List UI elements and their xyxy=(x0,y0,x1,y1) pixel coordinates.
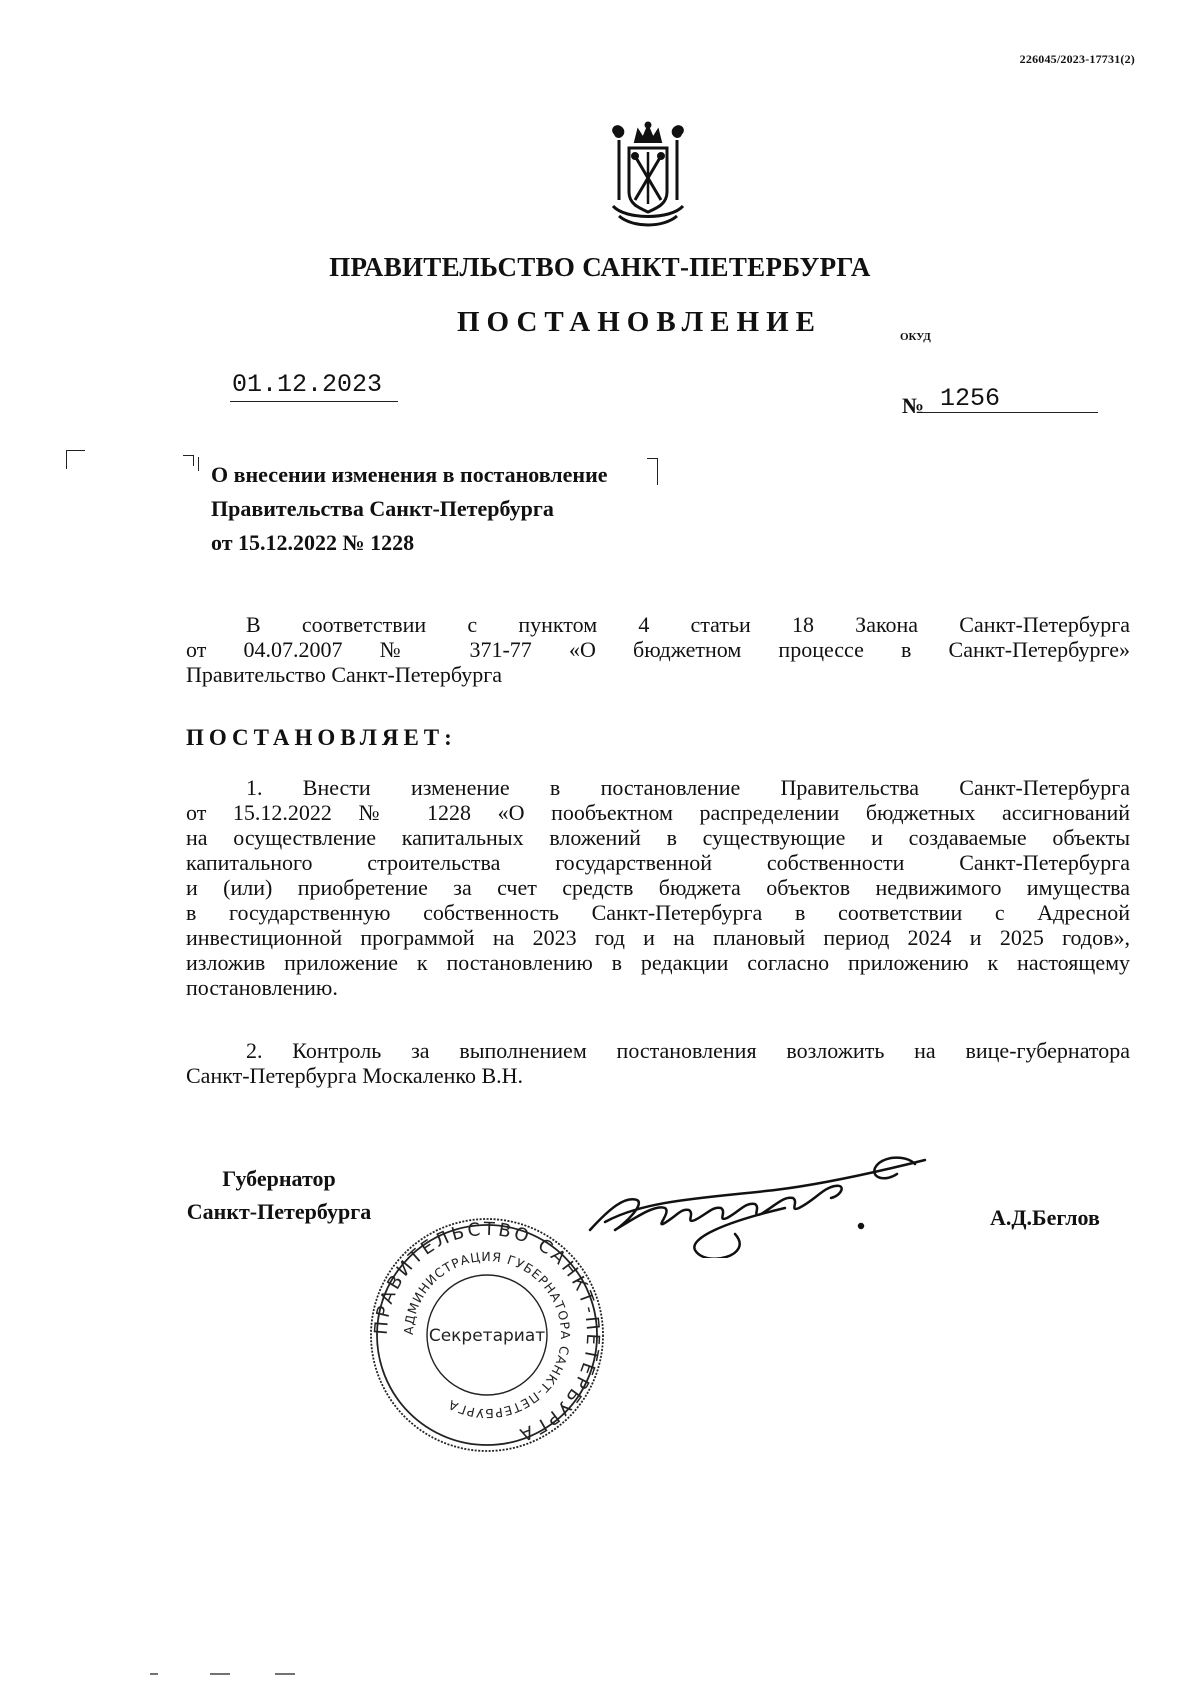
item-1-line: на осуществление капитальных вложений в существующие и создаваемые объекты xyxy=(186,825,1130,850)
item-1-line: от 15.12.2022 № 1228 «О пообъектном распределении бюджетных ассигнований xyxy=(186,800,1130,825)
document-date: 01.12.2023 xyxy=(232,370,383,399)
item-1-paragraph xyxy=(186,775,1130,1000)
stamp-inner-text: АДМИНИСТРАЦИЯ ГУБЕРНАТОРА САНКТ-ПЕТЕРБУРГА xyxy=(400,1248,574,1422)
item-1-line: 1. Внести изменение в постановление Правительства Санкт-Петербурга xyxy=(246,775,1130,800)
number-underline xyxy=(922,412,1098,413)
number-prefix: № xyxy=(902,393,925,418)
document-number: 1256 xyxy=(940,384,1001,413)
document-registration-number: 226045/2023-17731(2) xyxy=(1019,52,1135,66)
item-1-line: в государственную собственность Санкт-Петербурга в соответствии с Адресной xyxy=(186,900,1130,925)
footer-scan-marks xyxy=(150,1670,330,1678)
signatory-name: А.Д.Беглов xyxy=(990,1205,1100,1230)
item-1-line: изложив приложение к постановлению в редакции согласно приложению к настоящему xyxy=(186,950,1130,975)
item-1-line: и (или) приобретение за счет средств бюджета объектов недвижимого имущества xyxy=(186,875,1130,900)
corner-bracket-right xyxy=(647,458,658,485)
item-2-line: Санкт-Петербурга Москаленко В.Н. xyxy=(186,1063,524,1088)
handwritten-signature xyxy=(585,1138,930,1258)
okud-label: ОКУД xyxy=(900,331,931,343)
item-2-line: 2. Контроль за выполнением постановления возложить на вице-губернатора xyxy=(246,1038,1130,1063)
saint-petersburg-coat-of-arms-icon xyxy=(605,120,691,232)
item-1-line: капитального строительства государственной собственности Санкт-Петербурга xyxy=(186,850,1130,875)
stamp-center-text: Секретариат xyxy=(428,1326,546,1346)
corner-bracket-tick xyxy=(198,457,200,471)
corner-bracket-left xyxy=(66,450,85,469)
document-type-title: ПОСТАНОВЛЕНИЕ xyxy=(457,306,823,338)
subject-line-3: от 15.12.2022 № 1228 xyxy=(211,530,415,555)
item-2-paragraph xyxy=(186,1038,1130,1088)
signatory-position xyxy=(174,1162,384,1228)
preamble-paragraph xyxy=(186,612,1130,687)
date-underline xyxy=(230,401,398,402)
document-subject xyxy=(211,458,608,560)
official-stamp xyxy=(367,1215,607,1455)
preamble-line-1: В соответствии с пунктом 4 статьи 18 Закона Санкт-Петербурга xyxy=(246,612,1130,637)
preamble-line-3: Правительство Санкт-Петербурга xyxy=(186,662,503,687)
stamp-outer-text: ПРАВИТЕЛЬСТВО САНКТ-ПЕТЕРБУРГА xyxy=(370,1218,604,1446)
corner-bracket-mid xyxy=(183,455,194,466)
subject-line-2: Правительства Санкт-Петербурга xyxy=(211,496,554,521)
item-1-line: постановлению. xyxy=(186,975,338,1000)
organization-name: ПРАВИТЕЛЬСТВО САНКТ-ПЕТЕРБУРГА xyxy=(329,252,871,282)
subject-line-1: О внесении изменения в постановление xyxy=(211,462,608,487)
signatory-position-line-1: Губернатор xyxy=(222,1166,336,1191)
preamble-line-2: от 04.07.2007 № 371-77 «О бюджетном процессе в Санкт-Петербурге» xyxy=(186,637,1130,662)
decree-heading: ПОСТАНОВЛЯЕТ: xyxy=(186,725,457,750)
signatory-position-line-2: Санкт-Петербурга xyxy=(186,1199,372,1224)
item-1-line: инвестиционной программой на 2023 год и на плановый период 2024 и 2025 годов», xyxy=(186,925,1130,950)
